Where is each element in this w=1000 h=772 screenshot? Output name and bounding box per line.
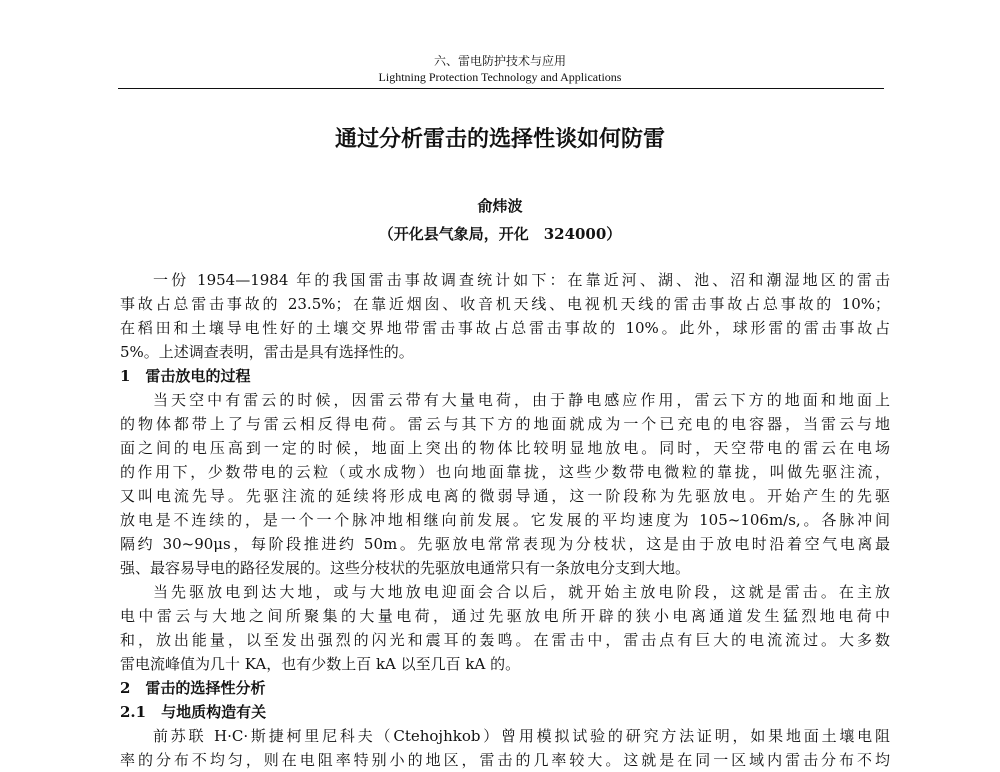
section-1-para-2-line: 电中雷云与大地之间所聚集的大量电荷，通过先驱放电所开辟的狭小电离通道发生猛烈地电荷中 <box>120 607 890 625</box>
section-1-para-1-line: 的物体都带上了与雷云相反得电荷。雷云与其下方的地面就成为一个已充电的电容器，当雷云与地 <box>120 415 890 433</box>
section-2-1-heading: 2.1 与地质构造有关 <box>120 703 267 721</box>
article-title: 通过分析雷击的选择性谈如何防雷 <box>334 126 665 152</box>
running-header-english: Lightning Protection Technology and Applications <box>378 70 622 84</box>
section-2-heading: 2 雷击的选择性分析 <box>120 679 266 697</box>
section-1-para-1-line: 又叫电流先导。先驱注流的延续将形成电离的微弱导通，这一阶段称为先驱放电。开始产生的先驱 <box>120 487 890 505</box>
section-1-para-2-line: 和，放出能量，以至发出强烈的闪光和震耳的轰鸣。在雷击中，雷击点有巨大的电流流过。大多数 <box>120 631 890 649</box>
intro-line: 在稻田和土壤导电性好的土壤交界地带雷击事故占总雷击事故的 10%。此外，球形雷的雷击事故占 <box>120 319 890 337</box>
author-affiliation: （开化县气象局，开化 324000） <box>378 225 622 243</box>
section-1-para-2-line: 雷电流峰值为几十 KA，也有少数上百 kA 以至几百 kA 的。 <box>120 655 521 673</box>
section-2-1-para-line: 前苏联 H·C·斯捷柯里尼科夫（Ctehojhkob）曾用模拟试验的研究方法证明，如果地面土壤电阻 <box>153 727 890 745</box>
author-name: 俞炜波 <box>477 197 523 215</box>
section-1-para-1-line: 放电是不连续的，是一个一个脉冲地相继向前发展。它发展的平均速度为 105~106m/s,。各脉冲间 <box>120 511 890 529</box>
article-body <box>120 268 890 772</box>
section-1-para-1-line: 强、最容易导电的路径发展的。这些分枝状的先驱放电通常只有一条放电分支到大地。 <box>120 559 691 577</box>
running-header-chinese: 六、雷电防护技术与应用 <box>433 54 566 68</box>
intro-line: 事故占总雷击事故的 23.5%；在靠近烟囱、收音机天线、电视机天线的雷击事故占总事故的 10%； <box>120 295 890 313</box>
section-1-para-1-line: 隔约 30~90μs，每阶段推进约 50m。先驱放电常常表现为分枝状，这是由于放电时沿着空气电离最 <box>120 535 890 553</box>
section-2-1-para-line: 率的分布不均匀，则在电阻率特别小的地区，雷击的几率较大。这就是在同一区域内雷击分布不均 <box>120 751 890 769</box>
section-1-heading: 1 雷击放电的过程 <box>120 367 251 385</box>
section-1-para-1-line: 面之间的电压高到一定的时候，地面上突出的物体比较明显地放电。同时，天空带电的雷云在电场 <box>120 439 890 457</box>
section-1-para-1-line: 的作用下，少数带电的云粒（或水成物）也向地面靠拢，这些少数带电微粒的靠拢，叫做先驱注流， <box>120 463 890 481</box>
section-1-para-2-line: 当先驱放电到达大地，或与大地放电迎面会合以后，就开始主放电阶段，这就是雷击。在主放 <box>153 583 890 601</box>
header-rule <box>118 88 884 89</box>
intro-line: 5%。上述调查表明，雷击是具有选择性的。 <box>120 343 414 361</box>
intro-line: 一份 1954—1984 年的我国雷击事故调查统计如下：在靠近河、湖、池、沼和潮湿地区的雷击 <box>153 271 890 289</box>
section-1-para-1-line: 当天空中有雷云的时候，因雷云带有大量电荷，由于静电感应作用，雷云下方的地面和地面上 <box>153 391 890 409</box>
